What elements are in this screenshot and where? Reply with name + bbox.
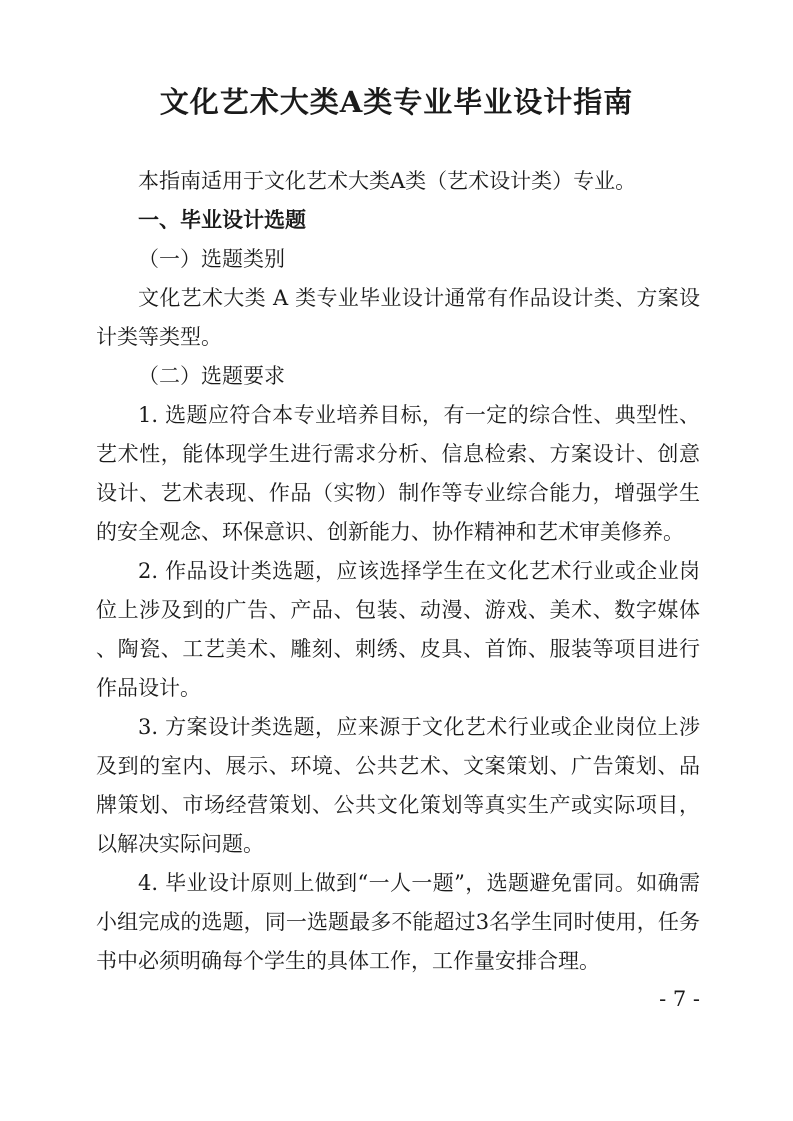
document-body (96, 162, 700, 981)
intro-paragraph: 本指南适用于文化艺术大类A类（艺术设计类）专业。 (138, 169, 637, 193)
document-title: 文化艺术大类A类专业毕业设计指南 (159, 85, 634, 119)
section-heading-topic-selection: 一、毕业设计选题 (138, 208, 306, 232)
requirement-item-1: 1. 选题应符合本专业培养目标，有一定的综合性、典型性、艺术性，能体现学生进行需求分析、信息检索、方案设计、创意设计、艺术表现、作品（实物）制作等专业综合能力，增强学生的安全观念、环保意识、创新能力、协作精神和艺术审美修养。 (96, 403, 700, 544)
requirement-item-3: 3. 方案设计类选题，应来源于文化艺术行业或企业岗位上涉及到的室内、展示、环境、公共艺术、文案策划、广告策划、品牌策划、市场经营策划、公共文化策划等真实生产或实际项目，以解决实际问题。 (96, 715, 700, 856)
subsection-heading-categories: （一）选题类别 (138, 247, 285, 271)
subsection-heading-requirements: （二）选题要求 (138, 364, 285, 388)
categories-paragraph: 文化艺术大类 A 类专业毕业设计通常有作品设计类、方案设计类等类型。 (96, 286, 700, 349)
requirement-item-2: 2. 作品设计类选题，应该选择学生在文化艺术行业或企业岗位上涉及到的广告、产品、包装、动漫、游戏、美术、数字媒体、陶瓷、工艺美术、雕刻、刺绣、皮具、首饰、服装等项目进行作品设计。 (96, 559, 700, 700)
page-number: - 7 - (659, 987, 700, 1011)
requirement-item-4: 4. 毕业设计原则上做到“一人一题”，选题避免雷同。如确需小组完成的选题，同一选题最多不能超过3名学生同时使用，任务书中必须明确每个学生的具体工作，工作量安排合理。 (96, 871, 700, 973)
